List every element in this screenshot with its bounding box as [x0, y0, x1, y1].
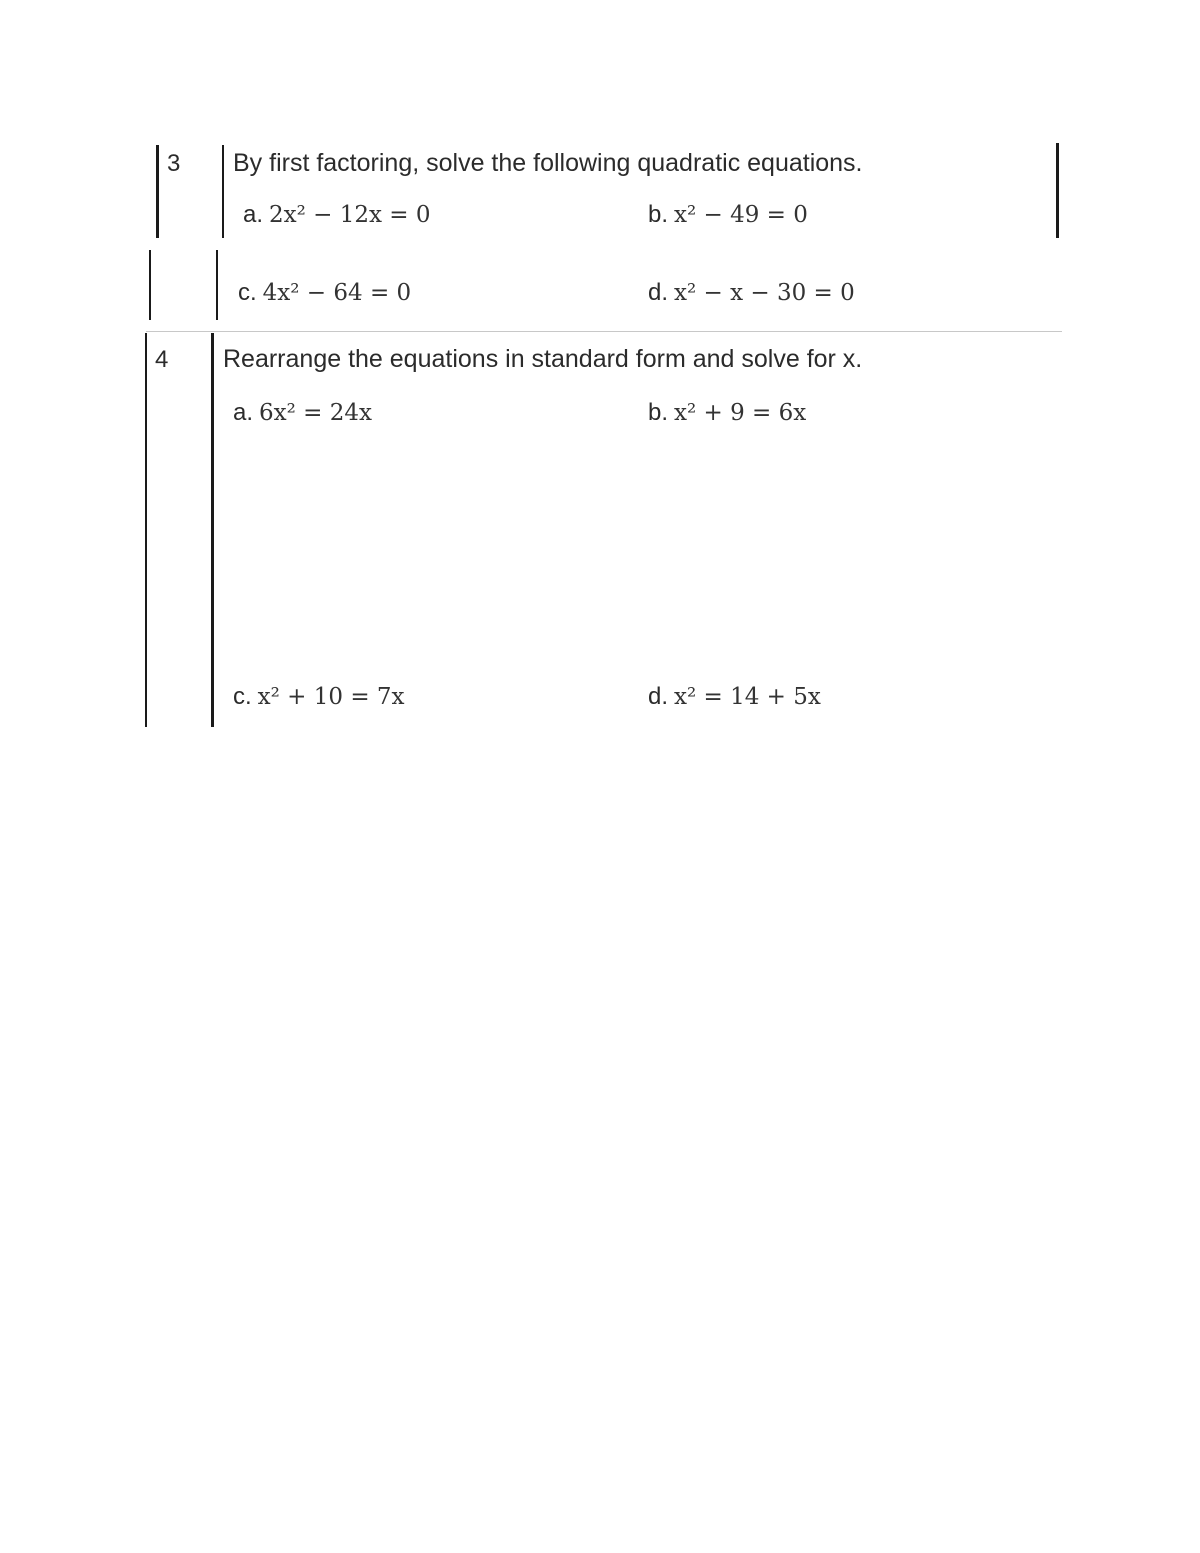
row-separator	[146, 331, 1062, 332]
item-label: d.	[648, 683, 669, 710]
equation-text: x² − 49 = 0	[674, 202, 808, 228]
equation-text: x² + 10 = 7x	[257, 684, 405, 710]
question-number: 4	[155, 346, 169, 373]
item-label: c.	[233, 683, 252, 710]
q4-divider	[211, 333, 214, 727]
q3-cont-left-border	[149, 250, 151, 320]
equation-item	[648, 281, 855, 305]
question-prompt: Rearrange the equations in standard form and solve for x.	[223, 345, 863, 373]
equation-item	[648, 203, 808, 227]
equation-item	[233, 685, 405, 709]
equation-item	[238, 281, 411, 305]
equation-item	[648, 401, 806, 425]
equation-text: x² + 9 = 6x	[674, 400, 807, 426]
item-label: b.	[648, 399, 669, 426]
equation-text: 2x² − 12x = 0	[269, 202, 431, 228]
item-label: d.	[648, 279, 669, 306]
q3-cont-divider	[216, 250, 218, 320]
equation-item	[648, 685, 821, 709]
q3-right-border	[1056, 143, 1059, 238]
item-label: b.	[648, 201, 669, 228]
equation-text: 6x² = 24x	[259, 400, 372, 426]
item-label: a.	[243, 201, 264, 228]
question-number: 3	[167, 150, 181, 177]
q4-left-border	[145, 333, 147, 727]
question-prompt: By first factoring, solve the following quadratic equations.	[233, 149, 863, 177]
item-label: c.	[238, 279, 257, 306]
equation-text: x² − x − 30 = 0	[674, 280, 855, 306]
equation-text: 4x² − 64 = 0	[262, 280, 412, 306]
equation-text: x² = 14 + 5x	[674, 684, 821, 710]
equation-item	[233, 401, 372, 425]
q3-divider	[222, 145, 224, 238]
equation-item	[243, 203, 431, 227]
q3-left-border	[156, 145, 159, 238]
item-label: a.	[233, 399, 254, 426]
